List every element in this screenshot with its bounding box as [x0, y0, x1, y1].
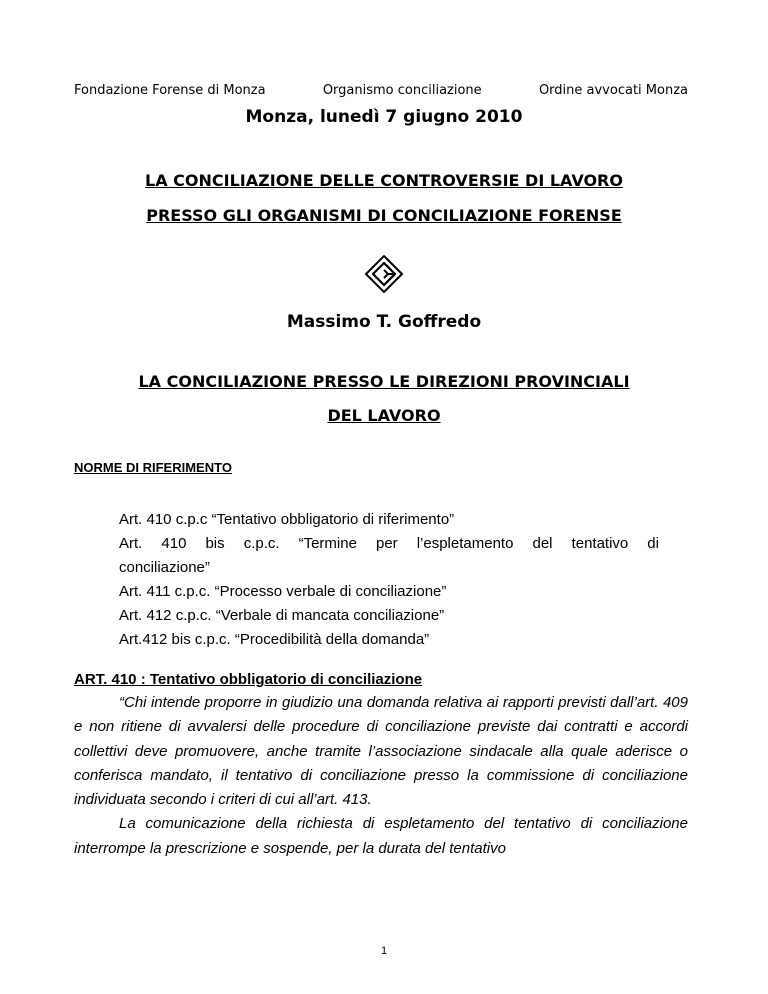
- main-title-line-1: LA CONCILIAZIONE DELLE CONTROVERSIE DI LAVORO: [145, 171, 623, 190]
- body-paragraph: La comunicazione della richiesta di espletamento del tentativo di conciliazione interrompe la prescrizione e sospende, per la durata del tentativo: [74, 815, 688, 857]
- subtitle-line-2: DEL LAVORO: [327, 406, 441, 425]
- reference-item: Art. 412 c.p.c. “Verbale di mancata conciliazione”: [119, 607, 445, 624]
- body-paragraph: “Chi intende proporre in giudizio una domanda relativa ai rapporti previsti dall’art. 409 e non ritiene di avvalersi delle procedure di conciliazione previste dai contratti e accordi collettivi deve promuovere, anche tramite l’associazione sindacale alla quale aderisce o conferisca mandato, il tentativo di conciliazione presso la commissione di conciliazione individuata secondo i criteri di cui all’art. 413.: [74, 694, 688, 809]
- reference-item: Art. 410 c.p.c “Tentativo obbligatorio di riferimento”: [119, 511, 455, 528]
- reference-item: conciliazione”: [119, 559, 210, 576]
- diamond-g-logo-icon: [364, 254, 404, 294]
- section-heading: NORME DI RIFERIMENTO: [74, 460, 232, 475]
- letterhead: [74, 83, 688, 98]
- reference-item: Art.412 bis c.p.c. “Procedibilità della domanda”: [119, 631, 430, 648]
- reference-list: [119, 508, 659, 652]
- main-title-line-2: PRESSO GLI ORGANISMI DI CONCILIAZIONE FORENSE: [146, 206, 622, 225]
- header-right: Ordine avvocati Monza: [538, 83, 688, 98]
- document-date: Monza, lunedì 7 giugno 2010: [245, 107, 523, 127]
- author-name: Massimo T. Goffredo: [286, 312, 482, 332]
- subtitle-line-1: LA CONCILIAZIONE PRESSO LE DIREZIONI PROVINCIALI: [138, 372, 630, 391]
- article-body: [74, 691, 688, 861]
- header-center: Organismo conciliazione: [322, 83, 482, 98]
- reference-item: Art. 410 bis c.p.c. “Termine per l’espletamento del tentativo di: [119, 535, 659, 552]
- page-number: 1: [380, 945, 388, 957]
- header-left: Fondazione Forense di Monza: [74, 83, 266, 98]
- article-heading: ART. 410 : Tentativo obbligatorio di conciliazione: [74, 671, 423, 688]
- reference-item: Art. 411 c.p.c. “Processo verbale di conciliazione”: [119, 583, 447, 600]
